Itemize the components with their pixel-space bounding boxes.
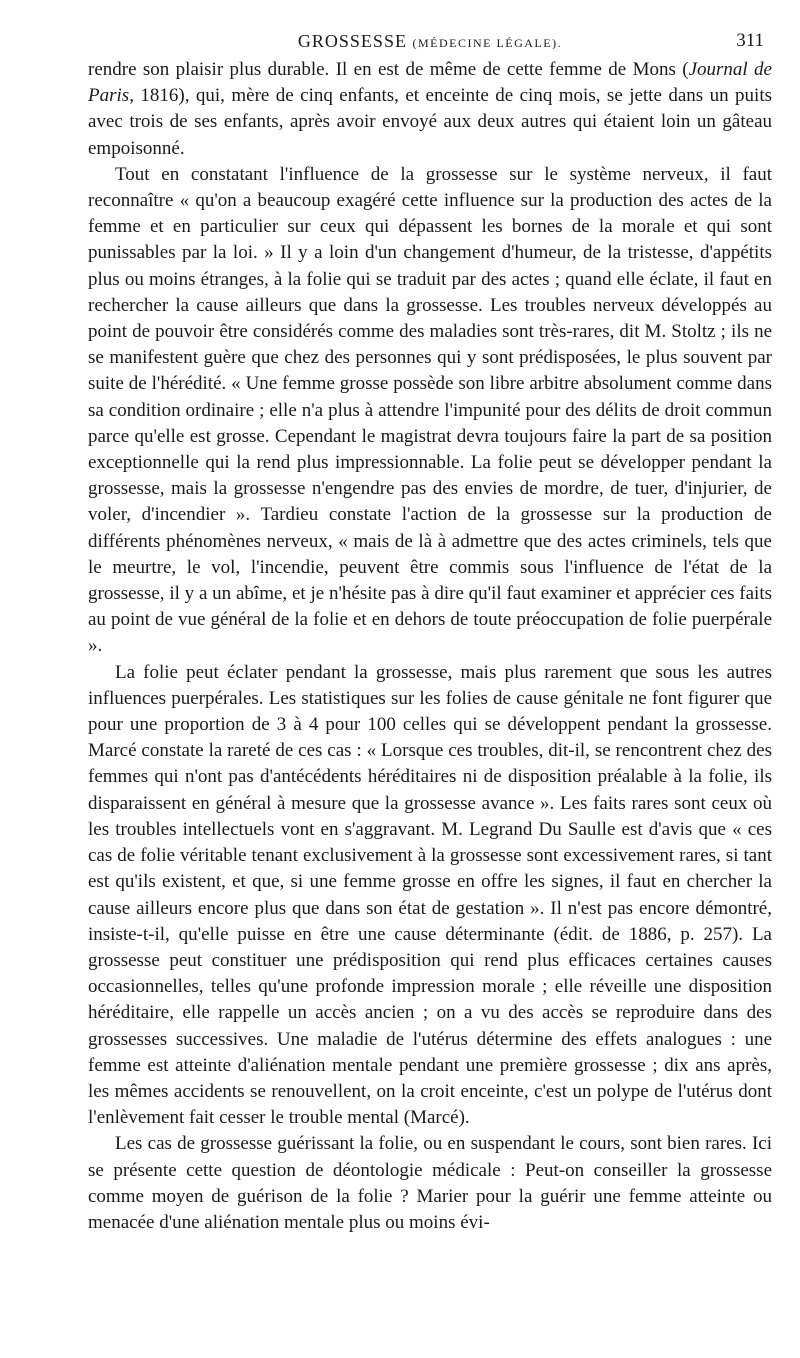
running-head-subtitle: (MÉDECINE LÉGALE). [412,36,563,50]
book-page [88,26,772,1236]
paragraph [88,1131,772,1236]
page-number: 311 [736,30,764,51]
paragraph-text: rendre son plaisir plus durable. Il en est de même de cette femme de Mons ( [88,59,689,80]
italic-citation: Journal de Paris [88,59,772,107]
paragraph-text: , 1816), qui, mère de cinq enfants, et enceinte de cinq mois, se jette dans un puits avec trois de ses enfants, après avoir envoyé aux deux autres qui étaient loin un gâteau empoisonné. [88,85,772,159]
running-head-title: GROSSESSE [297,31,407,51]
paragraph [88,57,772,162]
paragraph-text: La folie peut éclater pendant la grossesse, mais plus rarement que sous les autres influences puerpérales. Les statistiques sur les folies de cause génitale ne font figurer que pour une proportion de 3 à 4 pour 100 celles qui se développent pendant la grossesse. Marcé constate la rareté de ces cas : « Lorsque ces troubles, dit-il, se rencontrent chez des femmes qui n'ont pas d'antécédents héréditaires ni de disposition préalable à la folie, ils disparaissent en général à mesure que la grossesse avance ». Les faits rares sont ceux où les troubles intellectuels vont en s'aggravant. M. Legrand Du Saulle est d'avis que « ces cas de folie véritable tenant exclusivement à la grossesse sont excessivement rares, si tant est qu'ils existent, et que, si une femme grosse en offre les signes, il faut en chercher la cause ailleurs encore plus que dans son état de gestation ». Il n'est pas encore démontré, insiste-t-il, qu'elle puisse en être une cause déterminante (édit. de 1886, p. 257). La grossesse peut constituer une prédisposition qui rend plus efficaces certaines causes occasionnelles, telles qu'une profonde impression morale ; elle réveille une disposition héréditaire, elle rappelle un accès ancien ; on a vu des accès se reproduire dans des grossesses successives. Une maladie de l'utérus détermine des effets analogues : une femme est atteinte d'aliénation mentale pendant une première grossesse ; dix ans après, les mêmes accidents se renouvellent, on la croit enceinte, c'est un polype de l'utérus dont l'enlèvement fait cesser le trouble mental (Marcé). [88,661,772,1129]
paragraph [88,660,772,1132]
paragraph-text: Les cas de grossesse guérissant la folie, ou en suspendant le cours, sont bien rares. Ici se présente cette question de déontologie médicale : Peut-on conseiller la grossesse comme moyen de guérison de la folie ? Marier pour la guérir une femme atteinte ou menacée d'une aliénation mentale plus ou moins évi- [88,1133,772,1233]
paragraph-text: Tout en constatant l'influence de la grossesse sur le système nerveux, il faut reconnaître « qu'on a beaucoup exagéré cette influence sur la production des actes de la femme et en particulier sur ceux qui dépassent les bornes de la morale et qui sont punissables par la loi. » Il y a loin d'un changement d'humeur, de la tristesse, d'appétits plus ou moins étranges, à la folie qui se traduit par des actes ; quand elle éclate, il faut en rechercher la cause ailleurs que dans la grossesse. Les troubles nerveux développés au point de pouvoir être considérés comme des maladies sont très-rares, dit M. Stoltz ; ils ne se manifestent guère que chez des personnes qui y sont prédisposées, le plus souvent par suite de l'hérédité. « Une femme grosse possède son libre arbitre absolument comme dans sa condition ordinaire ; elle n'a plus à attendre l'impunité pour des délits de droit commun parce qu'elle est grosse. Cependant le magistrat devra toujours faire la part de sa position exceptionnelle qui la rend plus impressionnable. La folie peut se développer pendant la grossesse, mais la grossesse n'engendre pas des envies de mordre, de tuer, d'injurier, de voler, d'incendier ». Tardieu constate l'action de la grossesse sur la production de différents phénomènes nerveux, « mais de là à admettre que des actes criminels, tels que le meurtre, le vol, l'incendie, peuvent être commis sous l'influence de l'état de la grossesse, il y a un abîme, et je n'hésite pas à dire qu'il faut examiner et apprécier ces faits au point de vue général de la folie et en dehors de toute préoccupation de folie puerpérale ». [88,163,772,657]
body-text [88,57,772,1236]
paragraph [88,162,772,660]
running-head [88,26,772,56]
